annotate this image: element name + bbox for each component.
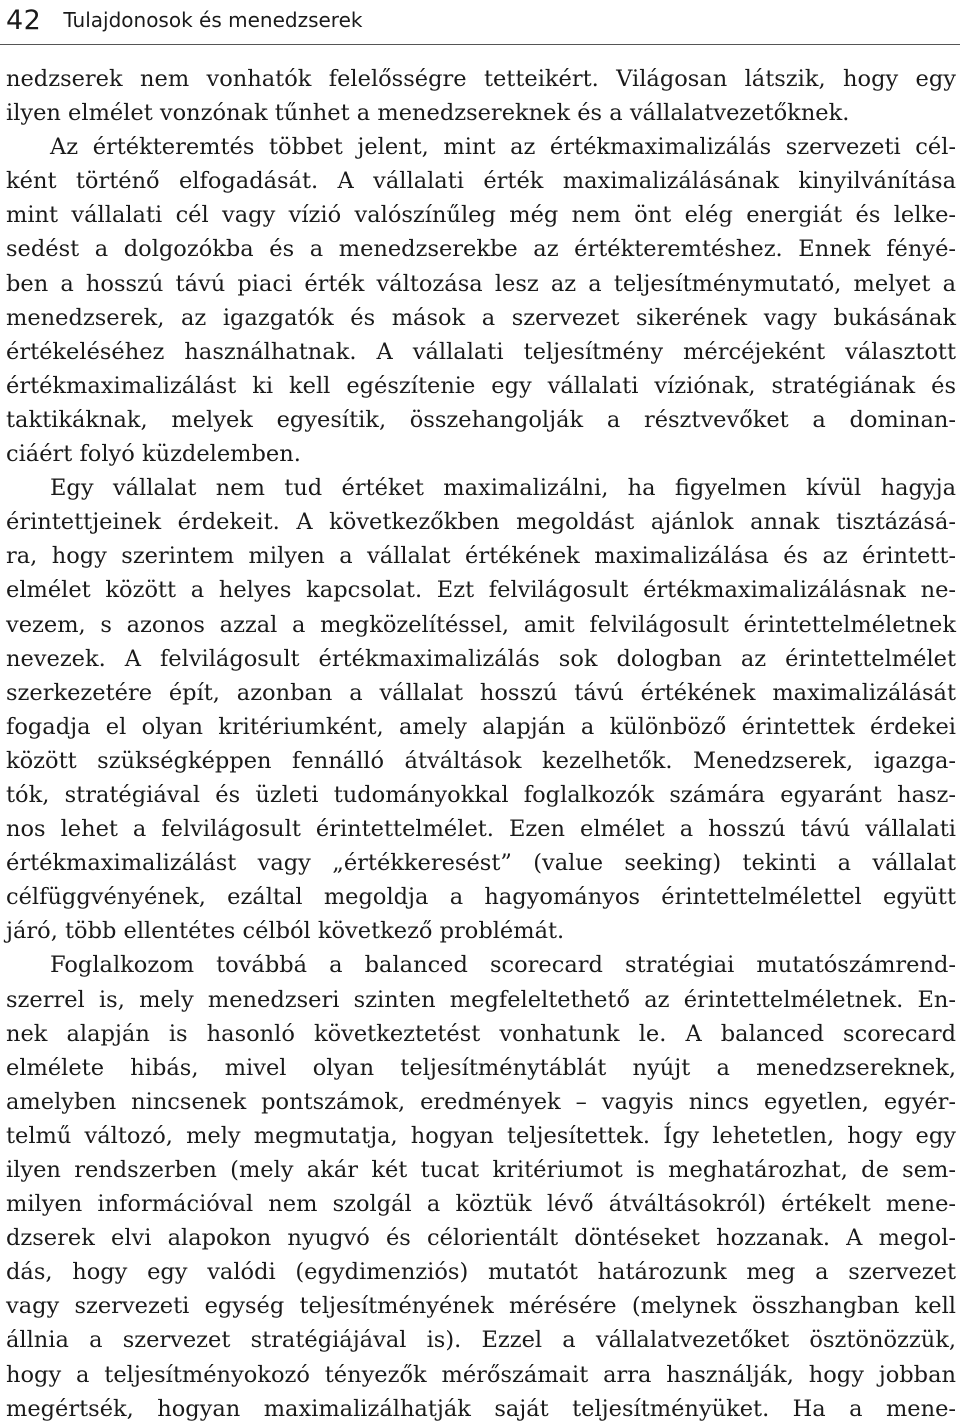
text-line: amelyben nincsenek pontszámok, eredmények – vagyis nincs egyetlen, egyér- (6, 1088, 956, 1115)
text-line: vagy szervezeti egység teljesítményének mérésére (melynek összhangban kell (6, 1293, 956, 1320)
text-line: ilyen rendszerben (mely akár két tucat kritériumot is meghatározhat, de sem- (6, 1157, 956, 1183)
text-line: ra, hogy szerintem milyen a vállalat értékének maximalizálása és az érintett- (6, 543, 956, 570)
text-line: milyen információval nem szolgál a köztük lévő átváltásokról) értékelt mene- (6, 1191, 956, 1218)
text-line: vezem, s azonos azzal a megközelítéssel, amit felvilágosult érintettelméletnek (6, 611, 956, 638)
text-line: nevezek. A felvilágosult értékmaximalizálás sok dologban az érintettelmélet (6, 645, 956, 672)
header-rule (0, 44, 960, 45)
text-line: sedést a dolgozókba és a menedzserekbe az értékteremtéshez. Ennek fényé- (6, 236, 956, 263)
running-title: Tulajdonosok és menedzserek (63, 8, 363, 32)
text-line: állnia a szervezet stratégiájával is). Ezzel a vállalatvezetőket ösztönözzük, (6, 1327, 956, 1354)
text-line: megértsék, hogyan maximalizálhatják saját teljesítményüket. Ha a mene- (6, 1395, 956, 1422)
text-line: dás, hogy egy valódi (egydimenziós) mutatót határozunk meg a szervezet (6, 1259, 956, 1286)
text-line: elmélete hibás, mivel olyan teljesítménytáblát nyújt a menedzsereknek, (6, 1054, 956, 1081)
page-number: 42 (6, 4, 42, 36)
text-line: nos lehet a felvilágosult érintettelmélet. Ezen elmélet a hosszú távú vállalati (6, 816, 956, 843)
text-line: Egy vállalat nem tud értéket maximalizálni, ha figyelmen kívül hagyja (50, 475, 956, 502)
text-line: értékmaximalizálást vagy „értékkeresést” (value seeking) tekinti a vállalat (6, 850, 956, 877)
text-line: hogy a teljesítményokozó tényezők mérőszámait arra használják, hogy jobban (6, 1361, 956, 1388)
text-line: szerrel is, mely menedzseri szinten megfeleltethető az érintettelméletnek. En- (6, 986, 956, 1013)
text-line: értékeléséhez használhatnak. A vállalati teljesítmény mércéjeként választott (6, 338, 956, 365)
text-line: ként történő elfogadását. A vállalati érték maximalizálásának kinyilvánítása (6, 168, 956, 195)
body-text (6, 62, 956, 1426)
text-line: nek alapján is hasonló következtetést vonhatunk le. A balanced scorecard (6, 1020, 956, 1047)
text-line: dzserek elvi alapokon nyugvó és célorientált döntéseket hozzanak. A megol- (6, 1225, 956, 1252)
text-line: taktikáknak, melyek egyesítik, összehangolják a résztvevőket a dominan- (6, 406, 956, 433)
text-line: ilyen elmélet vonzónak tűnhet a menedzsereknek és a vállalatvezetőknek. (6, 100, 850, 127)
text-line: között szükségképpen fennálló átváltások kezelhetők. Menedzserek, igazga- (6, 747, 956, 774)
text-line: fogadja el olyan kritériumként, amely alapján a különböző érintettek érdekei (6, 713, 956, 740)
text-line: mint vállalati cél vagy vízió valószínűleg még nem önt elég energiát és lelke- (6, 202, 956, 229)
text-line: érintettjeinek érdekeit. A következőkben megoldást ajánlok annak tisztázásá- (6, 509, 956, 536)
running-head (6, 0, 362, 40)
text-line: telmű változó, mely megmutatja, hogyan teljesítettek. Így lehetetlen, hogy egy (6, 1122, 956, 1149)
text-line: szerkezetére épít, azonban a vállalat hosszú távú értékének maximalizálását (6, 679, 956, 706)
text-line: járó, több ellentétes célból következő problémát. (6, 918, 565, 945)
text-line: Foglalkozom továbbá a balanced scorecard stratégiai mutatószámrend- (50, 952, 956, 979)
text-line: célfüggvényének, ezáltal megoldja a hagyományos érintettelmélettel együtt (6, 884, 956, 911)
text-line: ciáért folyó küzdelemben. (6, 441, 301, 468)
text-line: nedzserek nem vonhatók felelősségre tetteikért. Világosan látszik, hogy egy (6, 66, 956, 92)
text-line: Az értékteremtés többet jelent, mint az értékmaximalizálás szervezeti cél- (50, 134, 956, 161)
text-line: menedzserek, az igazgatók és mások a szervezet sikerének vagy bukásának (6, 304, 956, 331)
text-line: tók, stratégiával és üzleti tudományokkal foglalkozók számára egyaránt hasz- (6, 781, 956, 808)
text-line: ben a hosszú távú piaci érték változása lesz az a teljesítménymutató, melyet a (6, 270, 956, 297)
text-line: értékmaximalizálást ki kell egészítenie egy vállalati víziónak, stratégiának és (6, 372, 956, 399)
text-line: elmélet között a helyes kapcsolat. Ezt felvilágosult értékmaximalizálásnak ne- (6, 577, 956, 604)
